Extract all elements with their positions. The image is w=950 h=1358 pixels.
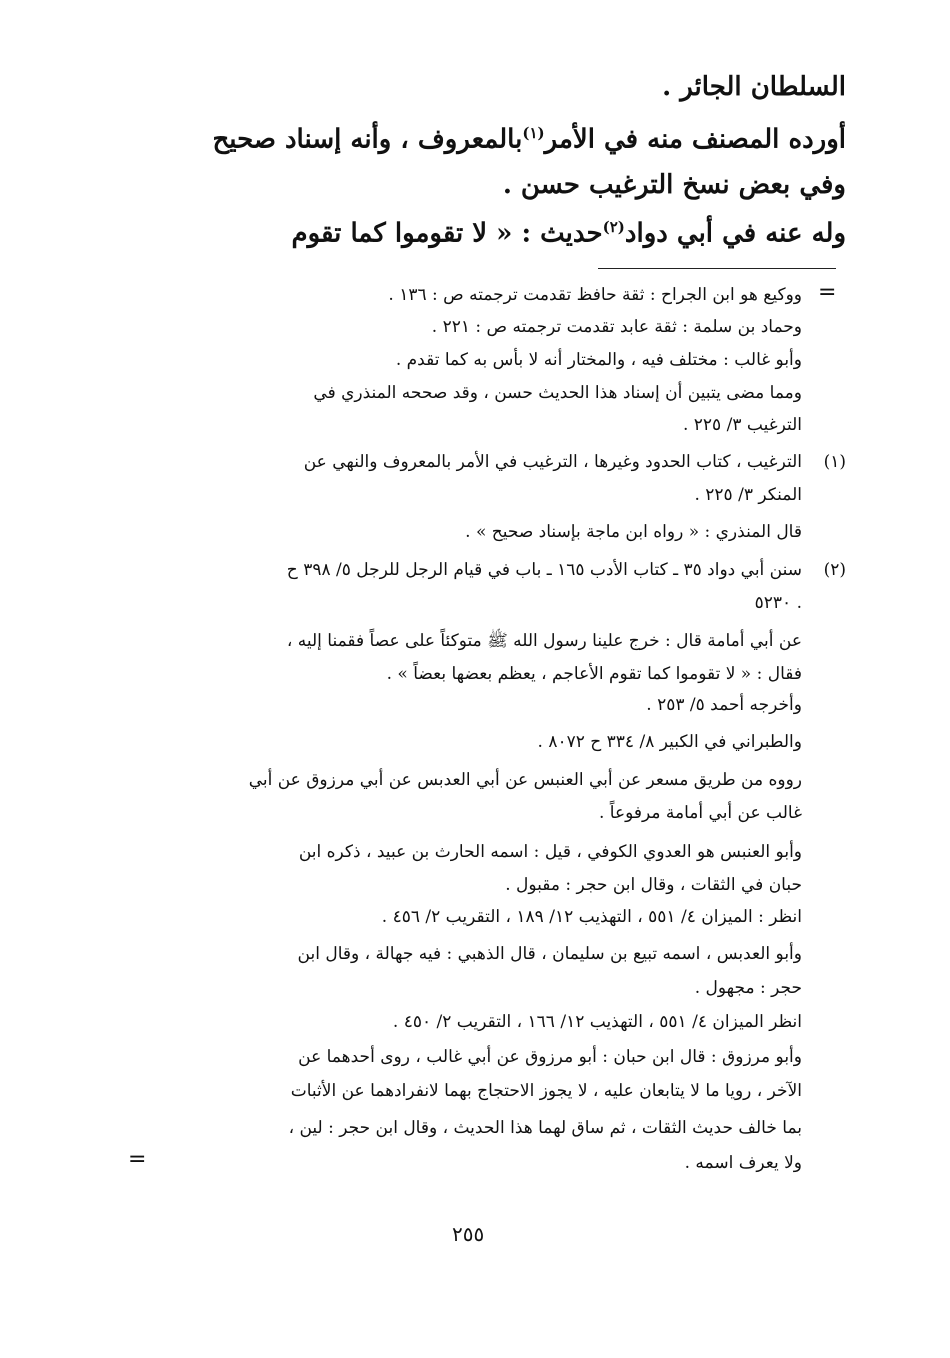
footnote-1-line-3: قال المنذري : « رواه ابن ماجة بإسناد صحيح » . <box>465 522 802 542</box>
main-line-1: السلطان الجائر . <box>662 72 846 102</box>
footnote-2-line-10: حبان في الثقات ، وقال ابن حجر : مقبول . <box>505 875 802 895</box>
footnote-2-line-12: وأبو العدبس ، اسمه تبيع بن سليمان ، قال الذهبي : فيه جهالة ، وقال ابن <box>297 944 802 964</box>
footnote-2-line-5: وأخرجه أحمد ٥/ ٢٥٣ . <box>646 695 802 715</box>
main-line-2 <box>212 124 846 155</box>
footnote-2-line-16: الآخر ، رويا ما لا يتابعان عليه ، لا يجوز الاحتجاج بهما لانفرادهما عن الأثبات <box>290 1081 802 1101</box>
footnote-1-number: (١) <box>823 452 846 472</box>
footnote-cont-line-3: وأبو غالب : مختلف فيه ، والمختار أنه لا بأس به كما تقدم . <box>395 350 802 370</box>
footnote-cont-line-4: ومما مضى يتبين أن إسناد هذا الحديث حسن ، وقد صححه المنذري في <box>313 383 802 403</box>
footnote-2-line-2: ٥٢٣٠ . <box>754 593 802 613</box>
footnote-2-line-4: فقال : « لا تقوموا كما تقوم الأعاجم ، يعظم بعضها بعضاً » . <box>386 664 802 684</box>
footnote-2-line-13: حجر : مجهول . <box>694 978 802 998</box>
main-line-4-part-b: حديث : « لا تقوموا كما تقوم <box>291 218 603 249</box>
footnote-2-line-7: رووه من طريق مسعر عن أبي العنبس عن أبي العدبس عن أبي مرزوق عن أبي <box>248 770 802 790</box>
footnote-2-line-18: ولا يعرف اسمه . <box>684 1153 802 1173</box>
footnote-2-line-6: والطبراني في الكبير ٨/ ٣٣٤ ح ٨٠٧٢ . <box>537 732 802 752</box>
footnote-2-line-8: غالب عن أبي أمامة مرفوعاً . <box>598 803 802 823</box>
footnote-cont-line-1: ووكيع هو ابن الجراح : ثقة حافظ تقدمت ترجمته ص : ١٣٦ . <box>388 285 802 305</box>
page-number: ٢٥٥ <box>452 1222 485 1246</box>
footnote-2-line-9: وأبو العنبس هو العدوي الكوفي ، قيل : اسمه الحارث بن عبيد ، ذكره ابن <box>298 842 802 862</box>
footnote-2-line-17: بما خالف حديث الثقات ، ثم ساق لهما هذا الحديث ، وقال ابن حجر : لين ، <box>288 1118 802 1138</box>
footnote-2-line-11: انظر : الميزان ٤/ ٥٥١ ، التهذيب ١٢/ ١٨٩ ، التقريب ٢/ ٤٥٦ . <box>381 907 802 927</box>
footnote-cont-line-5: الترغيب ٣/ ٢٢٥ . <box>682 415 802 435</box>
main-line-4-part-a: وله عنه في أبي دواد <box>624 218 846 249</box>
footnote-1-line-1: الترغيب ، كتاب الحدود وغيرها ، الترغيب في الأمر بالمعروف والنهي عن <box>303 452 802 472</box>
main-line-3: وفي بعض نسخ الترغيب حسن . <box>502 170 846 200</box>
footnote-separator <box>598 268 836 269</box>
main-line-2-part-b: بالمعروف ، وأنه إسناد صحيح <box>212 124 523 155</box>
footnote-ref-1: (١) <box>522 124 545 142</box>
footnote-2-line-14: انظر الميزان ٤/ ٥٥١ ، التهذيب ١٢/ ١٦٦ ، التقريب ٢/ ٤٥٠ . <box>392 1012 802 1032</box>
continuation-mark-bottom: = <box>128 1147 147 1172</box>
footnote-ref-2: (٢) <box>602 218 625 236</box>
continuation-mark-top: = <box>818 280 837 305</box>
footnote-2-line-3: عن أبي أمامة قال : خرج علينا رسول الله ﷺ متوكئاً على عصاً فقمنا إليه ، <box>286 631 802 651</box>
footnote-cont-line-2: وحماد بن سلمة : ثقة عابد تقدمت ترجمته ص : ٢٢١ . <box>431 317 802 337</box>
main-line-2-part-a: أورده المصنف منه في الأمر <box>544 124 846 155</box>
footnote-2-line-15: وأبو مرزوق : قال ابن حبان : أبو مرزوق عن أبي غالب ، روى أحدهما عن <box>298 1047 802 1067</box>
footnote-2-number: (٢) <box>823 560 846 580</box>
footnote-1-line-2: المنكر ٣/ ٢٢٥ . <box>694 485 802 505</box>
main-line-4 <box>292 218 847 249</box>
footnote-2-line-1: سنن أبي دواد ٣٥ ـ كتاب الأدب ١٦٥ ـ باب في قيام الرجل للرجل ٥/ ٣٩٨ ح <box>286 560 802 580</box>
